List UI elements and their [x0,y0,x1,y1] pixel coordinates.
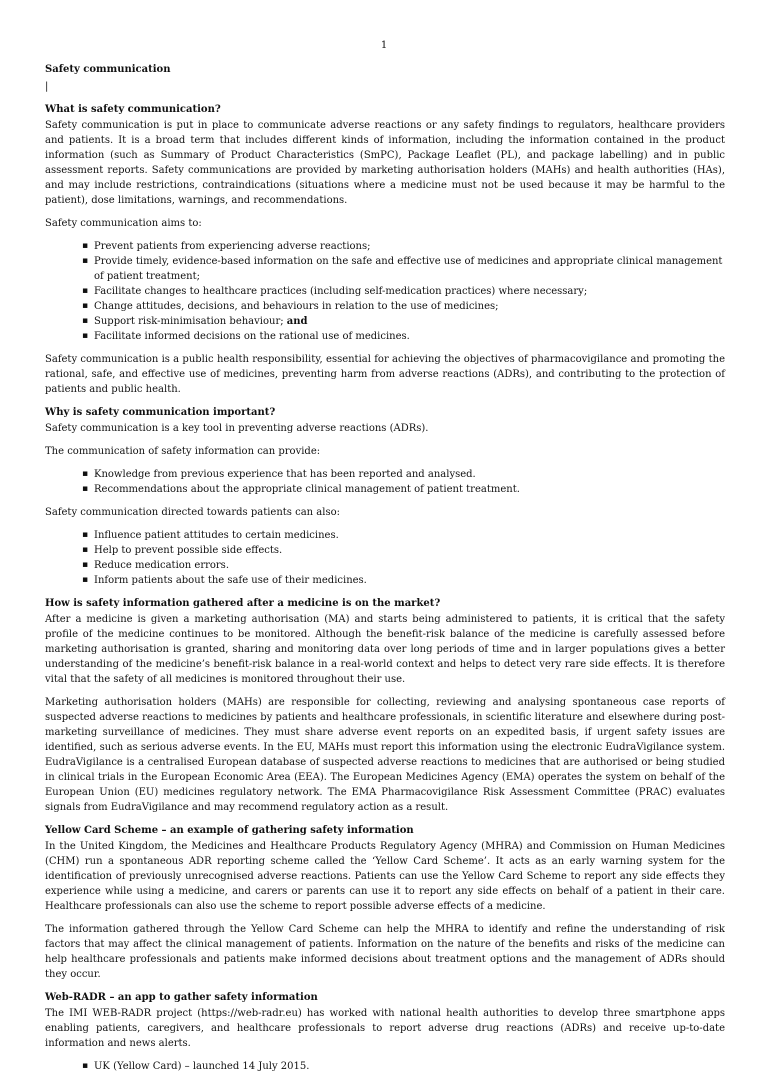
paragraph: The IMI WEB-RADR project (https://web-radr.eu) has worked with national health authorities to develop three smartphone apps enabling patients, caregivers, and healthcare professionals to report adverse drug reactions (ADRs) and receive up-to-date information and news alerts. [45,1008,725,1049]
document-title: Safety communication [45,64,171,75]
text-cursor: | [45,81,49,92]
paragraph: Safety communication aims to: [45,218,202,229]
list-item: ▪ Reduce medication errors. [94,558,725,573]
paragraph: In the United Kingdom, the Medicines and Healthcare Products Regulatory Agency (MHRA) and Commission on Human Medicines (CHM) run a spontaneous ADR reporting scheme called the ‘Yellow Card Scheme’. It acts as an early warning system for the identification of previously unrecognised adverse reactions. Patients can use the Yellow Card Scheme to report any side effects they experience while using a medicine, and carers or parents can use it to report any side effects on behalf of a patient in their care. Healthcare professionals can also use the scheme to report possible adverse effects of a medicine. [45,841,725,912]
page-number: 1 [380,40,388,51]
list-item: ▪ Provide timely, evidence-based information on the safe and effective use of medicines and appropriate clinical management of patient treatment; [94,254,725,284]
paragraph: After a medicine is given a marketing authorisation (MA) and starts being administered to patients, it is critical that the safety profile of the medicine continues to be monitored. Although the benefit-risk balance of the medicine is carefully assessed before marketing authorisation is granted, sharing and monitoring data over long periods of time and in larger populations gives a better understanding of the medicine’s benefit-risk balance in a real-world context and helps to detect very rare side effects. It is therefore vital that the safety of all medicines is monitored throughout their use. [45,614,725,685]
list-item: ▪ Knowledge from previous experience that has been reported and analysed. [94,467,725,482]
list-item: ▪ Recommendations about the appropriate clinical management of patient treatment. [94,482,725,497]
paragraph: Marketing authorisation holders (MAHs) are responsible for collecting, reviewing and analysing spontaneous case reports of suspected adverse reactions to medicines by patients and healthcare professionals, in scientific literature and elsewhere during post-marketing surveillance of medicines. They must share adverse event reports on an expedited basis, if urgent safety issues are identified, such as serious adverse events. In the EU, MAHs must report this information using the electronic EudraVigilance system. EudraVigilance is a centralised European database of suspected adverse reactions to medicines that are authorised or being studied in clinical trials in the European Economic Area (EEA). The European Medicines Agency (EMA) operates the system on behalf of the European Union (EU) medicines regulatory network. The EMA Pharmacovigilance Risk Assessment Committee (PRAC) evaluates signals from EudraVigilance and may recommend regulatory action as a result. [45,697,725,813]
list-item: ▪ Inform patients about the safe use of their medicines. [94,573,725,588]
paragraph: The information gathered through the Yellow Card Scheme can help the MHRA to identify and refine the understanding of risk factors that may affect the clinical management of patients. Information on the nature of the benefits and risks of the medicine can help healthcare professionals and patients make informed decisions about treatment options and the management of ADRs should they occur. [45,924,725,980]
aims-list [45,239,725,344]
list-item: ▪ Help to prevent possible side effects. [94,543,725,558]
heading-yellow-card: Yellow Card Scheme – an example of gathering safety information [45,825,414,836]
paragraph: Safety communication is put in place to communicate adverse reactions or any safety findings to regulators, healthcare providers and patients. It is a broad term that includes different kinds of information, including the information contained in the product information (such as Summary of Product Characteristics (SmPC), Package Leaflet (PL), and package labelling) and in public assessment reports. Safety communications are provided by marketing authorisation holders (MAHs) and health authorities (HAs), and may include restrictions, contraindications (situations where a medicine must not be used because it may be harmful to the patient), dose limitations, warnings, and recommendations. [45,120,725,206]
apps-list [45,1059,725,1074]
list-item-text: Support risk-minimisation behaviour; [94,316,284,327]
list-item: ▪ Facilitate changes to healthcare practices (including self-medication practices) where necessary; [94,284,725,299]
list-item: ▪ UK (Yellow Card) – launched 14 July 2015. [94,1059,725,1074]
heading-web-radr: Web-RADR – an app to gather safety information [45,992,318,1003]
list-item [94,314,725,329]
heading-what: What is safety communication? [45,104,221,115]
paragraph: The communication of safety information can provide: [45,446,321,457]
paragraph: Safety communication is a key tool in preventing adverse reactions (ADRs). [45,423,429,434]
document-body [45,38,725,1082]
list-item: ▪ Change attitudes, decisions, and behaviours in relation to the use of medicines; [94,299,725,314]
list-item: ▪ Prevent patients from experiencing adverse reactions; [94,239,725,254]
list-item: ▪ Influence patient attitudes to certain medicines. [94,528,725,543]
patients-list [45,528,725,588]
list-item-and: and [286,316,308,327]
paragraph: Safety communication is a public health responsibility, essential for achieving the objectives of pharmacovigilance and promoting the rational, safe, and effective use of medicines, preventing harm from adverse reactions (ADRs), and contributing to the protection of patients and public health. [45,354,725,395]
paragraph: Safety communication directed towards patients can also: [45,507,340,518]
provide-list [45,467,725,497]
list-item: ▪ Facilitate informed decisions on the rational use of medicines. [94,329,725,344]
heading-how: How is safety information gathered after a medicine is on the market? [45,598,441,609]
heading-why: Why is safety communication important? [45,407,276,418]
